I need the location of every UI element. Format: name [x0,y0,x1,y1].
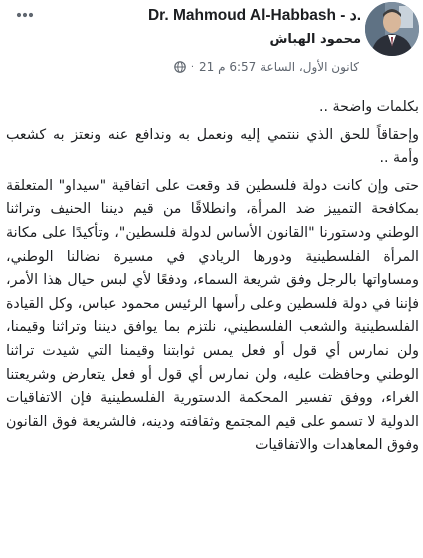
post-paragraph: حتى وإن كانت دولة فلسطين قد وقعت على اتفاقية "سيداو" المتعلقة بمكافحة التمييز ضد المرأة، وانطلاقًا من قيم ديننا الحنيف وتراثنا الوطني ودستورنا "القانون الأساس لدولة فلسطين"، وتأكيدًا على مكانة المرأة الفلسطينية ودورها الريادي في مسيرة نضالنا الوطني، ومساواتها بالرجل وفق شريعة السماء، ودفعًا لأي لبس حيال هذا الأمر، فإننا في دولة فلسطين وعلى رأسها الرئيس محمود عباس، وكل القيادة الفلسطينية والشعب الفلسطيني، نلتزم بما يوافق ديننا وتراثنا وقيمنا، ولن نمارس أي قول أو فعل يمس ثوابتنا وقيمنا التي شيدت تراثنا الوطني وحافظت عليه، ولن نمارس أي قول أو فعل يتعارض وشريعتنا الغراء، ووفق تفسير المحكمة الدستورية الفلسطينية فإن الاتفاقيات الدولية لا تسمو على قيم المجتمع وثقافته ودينه، فالشريعة فوق القانون وفوق المعاهدات والاتفاقيات [6,177,419,454]
post-timestamp[interactable]: 21 كانون الأول، الساعة 6:57 م [199,60,359,74]
post-paragraph: بكلمات واضحة .. [318,99,419,115]
meta-separator: · [190,61,195,73]
post-body [6,96,419,458]
author-name[interactable]: Dr. Mahmoud Al-Habbash - د. [147,7,361,24]
author-name-arabic[interactable]: محمود الهباش [269,32,361,47]
post-meta [174,60,359,74]
globe-icon[interactable] [174,61,186,73]
post-paragraph: وإحقاقاً للحق الذي ننتمي إليه ونعمل به وندافع عنه ونعتز به كشعب وأمة .. [6,126,419,167]
more-options-icon[interactable] [14,6,36,24]
author-block [148,6,361,50]
avatar[interactable] [365,2,419,56]
post-header [0,0,423,92]
